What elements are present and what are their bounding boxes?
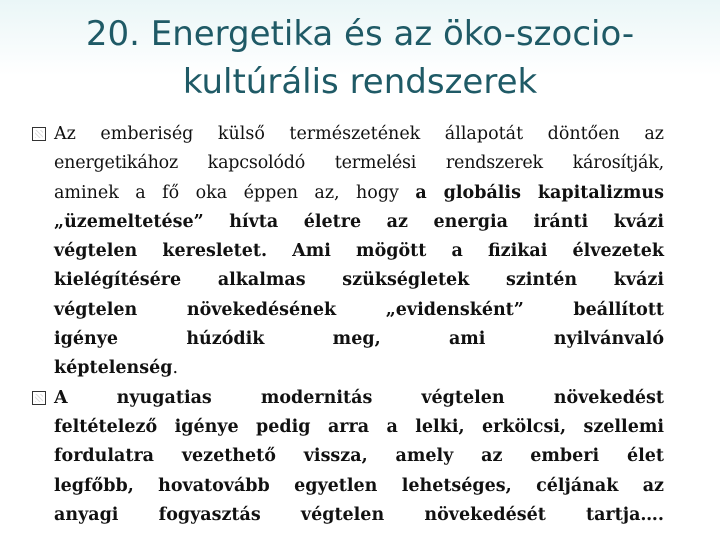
- p2-line: [54, 501, 664, 530]
- p1-text: .: [172, 358, 179, 379]
- p1-text: aminek a fő oka éppen az, hogy: [54, 182, 416, 203]
- p1-bold-text: „üzemeltetése” hívta életre az energia iránti kvázi: [54, 211, 664, 232]
- p2-line: [54, 472, 664, 501]
- paragraph-2: [32, 384, 664, 530]
- p1-bold-text: igénye húzódik meg, ami nyilvánvaló: [54, 329, 664, 350]
- p1-bold-text: végtelen növekedésének „evidensként” beállított: [54, 299, 664, 320]
- title-line-1: 20. Energetika és az öko-szocio-: [85, 14, 635, 54]
- p2-bold-text: anyagi fogyasztás végtelen növekedését tartja: [54, 504, 641, 525]
- p1-line: [54, 237, 664, 266]
- p2-bold-text: feltételező igénye pedig arra a lelki: [54, 416, 459, 437]
- slide-body: [32, 120, 664, 530]
- p1-bold-text: végtelen keresletet: [54, 241, 261, 262]
- p1-line: [54, 208, 664, 237]
- p2-bold-text: legfőbb, hovatovább egyetlen lehetséges, céljának az: [54, 475, 664, 496]
- p1-bold-text: képtelenség: [54, 358, 173, 379]
- p2-line: [54, 442, 664, 471]
- p1-line: [54, 354, 664, 383]
- paragraph-1: [32, 120, 664, 384]
- title-line-2: kultúrális rendszerek: [182, 62, 538, 102]
- bullet-icon: [32, 127, 46, 141]
- p1-bold-text: . Ami mögött a fizikai élvezetek: [260, 241, 664, 262]
- p1-bold-text: a globális kapitalizmus: [415, 182, 664, 203]
- p2-line: [54, 413, 664, 442]
- p2-bold-text: fordulatra vezethető vissza, amely az emberi élet: [54, 446, 664, 467]
- p1-bold-text: kielégítésére alkalmas szükségletek szintén kvázi: [54, 270, 664, 291]
- p1-line: [54, 325, 664, 354]
- p1-line: [54, 266, 664, 295]
- p1-line: [54, 179, 664, 208]
- p2-bold-text: A nyugatias modernitás végtelen növekedést: [54, 387, 664, 408]
- bullet-icon: [32, 391, 46, 405]
- p2-line: [54, 384, 664, 413]
- slide-title: [60, 10, 660, 106]
- p1-line: energetikához kapcsolódó termelési rendszerek károsítják,: [54, 153, 664, 174]
- p2-bold-text: ….: [640, 504, 664, 525]
- p1-line: Az emberiség külső természetének állapotát döntően az: [54, 124, 664, 144]
- p2-bold-text: , erkölcsi, szellemi: [458, 416, 664, 437]
- p1-line: [54, 296, 664, 325]
